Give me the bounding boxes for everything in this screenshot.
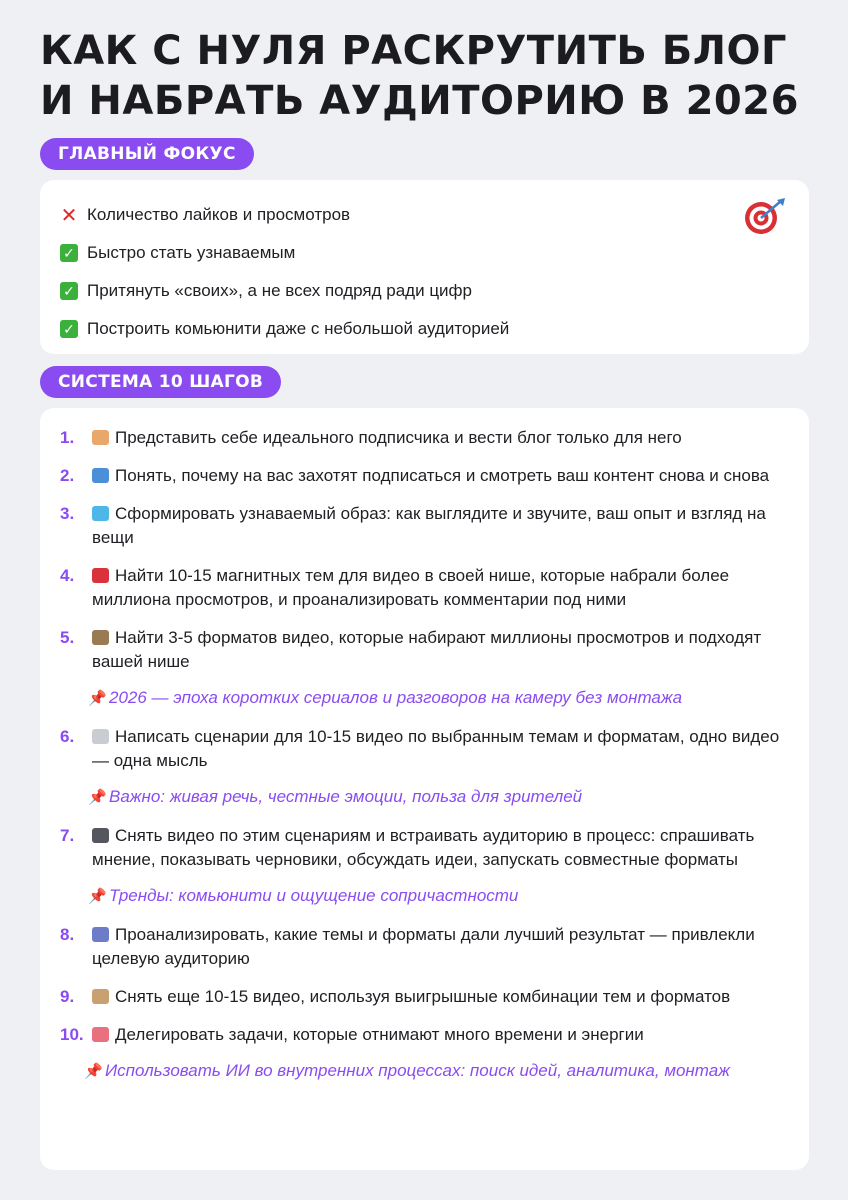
focus-item	[40, 234, 809, 272]
check-mark-icon: ✓	[60, 244, 78, 262]
step-number: 6.	[60, 727, 75, 746]
focus-item-text: Построить комьюнити даже с небольшой аудиторией	[87, 319, 510, 338]
step-number: 1.	[60, 428, 75, 447]
step-item	[40, 464, 809, 488]
check-mark-icon: ✓	[60, 282, 78, 300]
page-title	[40, 26, 820, 126]
step-text: Найти 3-5 форматов видео, которые набирают миллионы просмотров и подходят вашей нише	[92, 628, 762, 671]
step-item	[40, 564, 809, 612]
focus-item-text: Притянуть «своих», а не всех подряд ради цифр	[87, 281, 472, 300]
step-text: Понять, почему на вас захотят подписаться и смотреть ваш контент снова и снова	[115, 466, 770, 485]
step-number: 3.	[60, 504, 75, 523]
love-letter-icon	[92, 1027, 109, 1042]
title-line-2: И НАБРАТЬ АУДИТОРИЮ В 2026	[40, 78, 799, 124]
bar-chart-icon	[92, 927, 109, 942]
step-number: 9.	[60, 987, 75, 1006]
focus-item	[40, 272, 809, 310]
step-item	[40, 626, 809, 674]
step-item	[40, 985, 809, 1009]
steps-card	[40, 408, 809, 1170]
step-number: 10.	[60, 1025, 84, 1044]
step-number: 2.	[60, 466, 75, 485]
focus-item-text: Количество лайков и просмотров	[87, 205, 351, 224]
step-text: Снять еще 10-15 видео, используя выигрышные комбинации тем и форматов	[115, 987, 731, 1006]
step-item	[40, 725, 809, 773]
pin-icon: 📌	[88, 888, 107, 905]
focus-item	[40, 310, 809, 348]
step-item	[40, 923, 809, 971]
step-note-text: 2026 — эпоха коротких сериалов и разговоров на камеру без монтажа	[109, 688, 683, 707]
focus-section-label: ГЛАВНЫЙ ФОКУС	[40, 138, 254, 170]
clapper-icon	[92, 630, 109, 645]
step-text: Снять видео по этим сценариям и встраивать аудиторию в процесс: спрашивать мнение, показывать черновики, обсуждать идеи, запускать совместные форматы	[92, 826, 755, 869]
check-mark-icon: ✓	[60, 320, 78, 338]
step-note	[40, 1059, 809, 1084]
step-note-text: Тренды: комьюнити и ощущение сопричастности	[109, 886, 519, 905]
gem-icon	[92, 506, 109, 521]
step-number: 7.	[60, 826, 75, 845]
step-item	[40, 1023, 809, 1047]
cross-mark-icon: ✕	[60, 204, 78, 227]
step-text: Найти 10-15 магнитных тем для видео в своей нише, которые набрали более миллиона просмотров, и проанализировать комментарии под ними	[92, 566, 730, 609]
step-text: Представить себе идеального подписчика и вести блог только для него	[115, 428, 682, 447]
step-text: Сформировать узнаваемый образ: как выглядите и звучите, ваш опыт и взгляд на вещи	[92, 504, 766, 547]
step-number: 5.	[60, 628, 75, 647]
camera-icon	[92, 828, 109, 843]
focus-card	[40, 180, 809, 354]
step-item	[40, 426, 809, 450]
steps-section-label: СИСТЕМА 10 ШАГОВ	[40, 366, 281, 398]
step-note-text: Важно: живая речь, честные эмоции, польза для зрителей	[109, 787, 583, 806]
box-icon	[92, 989, 109, 1004]
step-note	[40, 785, 809, 810]
pin-icon: 📌	[88, 690, 107, 707]
step-item	[40, 502, 809, 550]
step-text: Делегировать задачи, которые отнимают много времени и энергии	[115, 1025, 644, 1044]
title-line-1: КАК С НУЛЯ РАСКРУТИТЬ БЛОГ	[40, 28, 787, 74]
step-number: 4.	[60, 566, 75, 585]
step-note	[40, 884, 809, 909]
step-text: Проанализировать, какие темы и форматы дали лучший результат — привлекли целевую аудиторию	[92, 925, 755, 968]
step-note	[40, 686, 809, 711]
focus-item	[40, 196, 809, 234]
magnet-icon	[92, 568, 109, 583]
step-text: Написать сценарии для 10-15 видео по выбранным темам и форматам, одно видео — одна мысль	[92, 727, 780, 770]
pin-icon: 📌	[84, 1063, 103, 1080]
focus-item-text: Быстро стать узнаваемым	[87, 243, 296, 262]
repeat-icon	[92, 468, 109, 483]
pin-icon: 📌	[88, 789, 107, 806]
step-item	[40, 824, 809, 872]
step-note-text: Использовать ИИ во внутренних процессах: поиск идей, аналитика, монтаж	[105, 1061, 730, 1080]
person-icon	[92, 430, 109, 445]
step-number: 8.	[60, 925, 75, 944]
document-icon	[92, 729, 109, 744]
